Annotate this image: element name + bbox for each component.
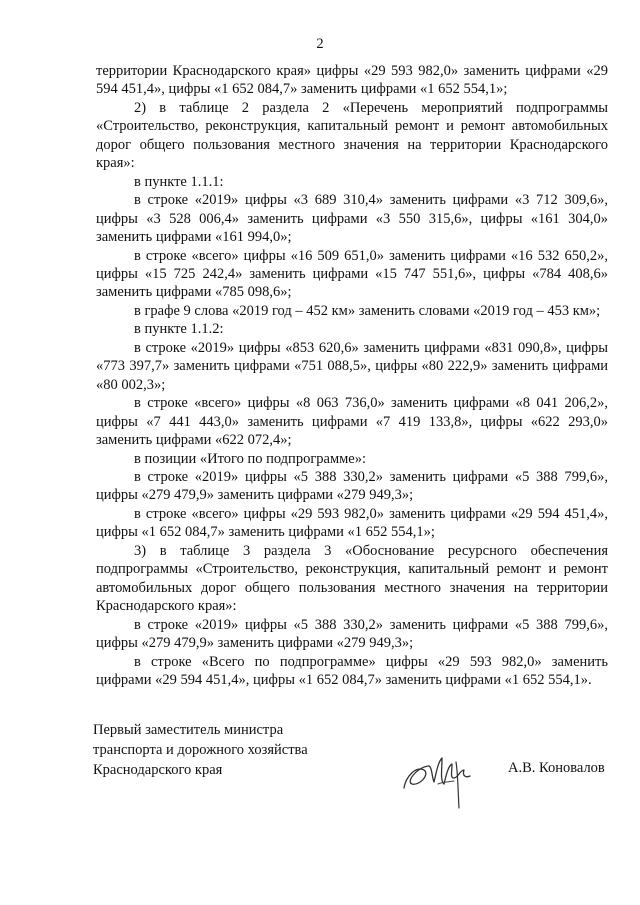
document-body xyxy=(96,62,608,689)
paragraph-row-total: в строке «всего» цифры «29 593 982,0» заменить цифрами «29 594 451,4», цифры «1 652 084,7» заменить цифрами «1 652 554,1»; xyxy=(96,505,608,541)
paragraph-row-2019: в строке «2019» цифры «5 388 330,2» заменить цифрами «5 388 799,6», цифры «279 479,9» заменить цифрами «279 949,3»; xyxy=(96,616,608,652)
handwritten-signature xyxy=(398,748,478,810)
signer-position-line: Первый заместитель министра xyxy=(93,722,284,738)
paragraph-point-1-1-1: в пункте 1.1.1: xyxy=(134,173,224,190)
paragraph-item-3: 3) в таблице 3 раздела 3 «Обоснование ресурсного обеспечения подпрограммы «Строительство, реконструкция, капитальный ремонт и ремонт автомобильных дорог общего пользования местного значения на территории Краснодарского края»: xyxy=(96,542,608,615)
paragraph-row-2019: в строке «2019» цифры «5 388 330,2» заменить цифрами «5 388 799,6», цифры «279 479,9» заменить цифрами «279 949,3»; xyxy=(96,468,608,504)
paragraph-row-2019: в строке «2019» цифры «853 620,6» заменить цифрами «831 090,8», цифры «773 397,7» заменить цифрами «751 088,5», цифры «80 222,9» заменить цифрами «80 002,3»; xyxy=(96,339,608,393)
paragraph-point-1-1-2: в пункте 1.1.2: xyxy=(134,321,224,338)
signer-position-line: транспорта и дорожного хозяйства xyxy=(93,742,308,758)
paragraph-subprogram-total: в позиции «Итого по подпрограмме»: xyxy=(134,450,367,467)
signer-name: А.В. Коновалов xyxy=(508,760,605,776)
paragraph-row-subprogram-total: в строке «Всего по подпрограмме» цифры «29 593 982,0» заменить цифрами «29 594 451,4», цифры «1 652 084,7» заменить цифрами «1 652 554,1». xyxy=(96,653,608,688)
signer-position-line: Краснодарского края xyxy=(93,762,223,778)
paragraph-item-2: 2) в таблице 2 раздела 2 «Перечень мероприятий подпрограммы «Строительство, реконструкция, капитальный ремонт и ремонт автомобильных дорог общего пользования местного значения на территории Краснодарского края»: xyxy=(96,99,608,172)
page-number: 2 xyxy=(316,36,324,52)
paragraph-column-9: в графе 9 слова «2019 год – 452 км» заменить словами «2019 год – 453 км»; xyxy=(134,302,601,319)
paragraph-continuation: территории Краснодарского края» цифры «29 593 982,0» заменить цифрами «29 594 451,4», цифры «1 652 084,7» заменить цифрами «1 652 554,1»; xyxy=(96,63,608,98)
paragraph-row-total: в строке «всего» цифры «16 509 651,0» заменить цифрами «16 532 650,2», цифры «15 725 242,4» заменить цифрами «15 747 551,6», цифры «784 408,6» заменить цифрами «785 098,6»; xyxy=(96,247,608,301)
paragraph-row-2019: в строке «2019» цифры «3 689 310,4» заменить цифрами «3 712 309,6», цифры «3 528 006,4» заменить цифрами «3 550 315,6», цифры «161 304,0» заменить цифрами «161 994,0»; xyxy=(96,192,608,246)
paragraph-row-total: в строке «всего» цифры «8 063 736,0» заменить цифрами «8 041 206,2», цифры «7 441 443,0» заменить цифрами «7 419 133,8», цифры «622 293,0» заменить цифрами «622 072,4»; xyxy=(96,395,608,449)
signer-position xyxy=(93,720,308,780)
